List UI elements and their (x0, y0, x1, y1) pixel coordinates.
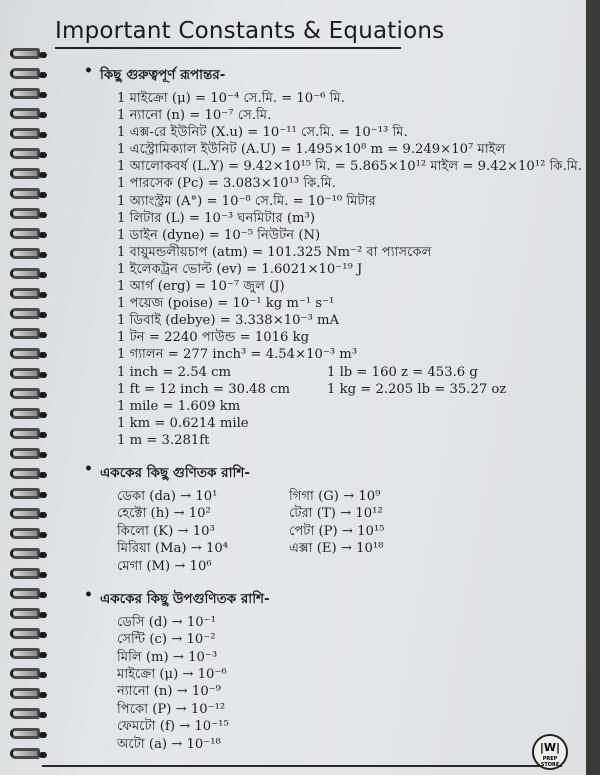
bullet-icon: • (84, 460, 93, 477)
conversion-line: 1 এক্স-রে ইউনিট (X.u) = 10⁻¹¹ সে.মি. = 10⁻¹³ মি. (117, 125, 408, 141)
multiples-heading-text: এককের কিছু গুণিতক রাশি- (100, 464, 250, 481)
footer-rule (42, 765, 562, 767)
spiral-ring (10, 588, 40, 599)
conversion-pair-left: 1 ft = 12 inch = 30.48 cm (117, 381, 291, 397)
multiple-left: ডেকা (da) → 10¹ (117, 488, 218, 504)
conversion-line: 1 ডাইন (dyne) = 10⁻⁵ নিউটন (N) (117, 227, 321, 243)
spiral-ring (10, 508, 40, 519)
spiral-ring (10, 148, 40, 159)
spiral-ring (10, 328, 40, 339)
conversion-line: 1 মাইক্রো (μ) = 10⁻⁴ সে.মি. = 10⁻⁶ মি. (117, 91, 345, 106)
submultiples-heading-text: এককের কিছু উপগুণিতক রাশি- (100, 590, 270, 607)
spiral-ring (10, 488, 40, 499)
multiples-section (84, 460, 560, 575)
conversion-line: 1 গ্যালন = 277 inch³ = 4.54×10⁻³ m³ (117, 347, 358, 363)
title-underline (55, 47, 401, 49)
multiple-left: কিলো (K) → 10³ (117, 523, 215, 539)
spiral-ring (10, 228, 40, 239)
spiral-ring (10, 648, 40, 659)
conversion-line: 1 ইলেকট্রন ভোল্ট (ev) = 1.6021×10⁻¹⁹ J (117, 261, 363, 277)
conversion-line: 1 m = 3.281ft (117, 432, 210, 448)
spiral-ring (10, 428, 40, 439)
conversions-heading-text: কিছু গুরুত্বপূর্ণ রূপান্তর- (100, 67, 226, 83)
conversion-pair-right: 1 lb = 160 z = 453.6 g (327, 364, 478, 380)
bullet-icon: • (84, 586, 93, 603)
submultiple-line: অটো (a) → 10⁻¹⁸ (117, 736, 221, 752)
submultiples-section (84, 586, 560, 753)
submultiple-line: সেন্টি (c) → 10⁻² (117, 632, 216, 648)
conversion-line: 1 অ্যাংস্ট্রম (A°) = 10⁻⁸ সে.মি. = 10⁻¹⁰ মিটার (117, 193, 376, 209)
conversions-heading (84, 63, 560, 87)
bullet-icon: • (84, 63, 93, 79)
spiral-ring (10, 728, 40, 739)
spiral-ring (10, 528, 40, 539)
conversion-line: 1 এস্ট্রোমিক্যাল ইউনিট (A.U) = 1.495×10⁸ m = 9.249×10⁷ মাইল (117, 142, 506, 158)
conversion-line: 1 বায়ুমন্ডলীয়চাপ (atm) = 101.325 Nm⁻² বা প্যাসকেল (117, 244, 432, 260)
multiple-left: মিরিয়া (Ma) → 10⁴ (117, 541, 229, 557)
content (84, 63, 583, 766)
submultiple-line: মাইক্রো (μ) → 10⁻⁶ (117, 667, 227, 683)
multiple-right: এক্সা (E) → 10¹⁸ (289, 541, 384, 557)
spiral-binding (10, 48, 44, 775)
conversion-line: 1 পারসেক (Pc) = 3.083×10¹³ কি.মি. (117, 176, 336, 192)
spiral-ring (10, 608, 40, 619)
multiple-right: পেটা (P) → 10¹⁵ (289, 523, 385, 539)
page-edge-shadow (586, 0, 600, 775)
multiple-row (100, 505, 560, 522)
multiples-heading (84, 460, 560, 485)
spiral-ring (10, 628, 40, 639)
conversion-line: 1 টন = 2240 পাউন্ড = 1016 kg (117, 330, 310, 346)
spiral-ring (10, 708, 40, 719)
spiral-ring (10, 368, 40, 379)
spiral-ring (10, 568, 40, 579)
spiral-ring (10, 288, 40, 299)
spiral-ring (10, 208, 40, 219)
spiral-ring (10, 108, 40, 119)
conversions-section (84, 63, 583, 449)
conversion-line: 1 আর্গ (erg) = 10⁻⁷ জুল (J) (117, 279, 285, 295)
page-title: Important Constants & Equations (55, 18, 445, 44)
submultiple-line: মিলি (m) → 10⁻³ (117, 649, 218, 665)
multiple-row (100, 523, 560, 540)
conversion-line: 1 km = 0.6214 mile (117, 415, 249, 431)
spiral-ring (10, 688, 40, 699)
multiple-left: মেগা (M) → 10⁶ (117, 558, 212, 574)
spiral-ring (10, 548, 40, 559)
conversion-line: 1 আলোকবর্ষ (L.Y) = 9.42×10¹⁵ মি. = 5.865×10¹² মাইল = 9.42×10¹² কি.মি. (117, 159, 583, 175)
conversion-pair-left: 1 inch = 2.54 cm (117, 364, 232, 380)
conversion-pair-row (100, 364, 560, 381)
spiral-ring (10, 188, 40, 199)
spiral-ring (10, 88, 40, 99)
multiple-row (100, 540, 560, 557)
spiral-ring (10, 388, 40, 399)
conversion-pair-row (100, 381, 560, 398)
multiple-right: গিগা (G) → 10⁹ (289, 488, 381, 504)
logo-mark-icon: |W| (539, 741, 561, 754)
logo-text: PREP STORE (540, 756, 560, 768)
multiple-row (100, 558, 560, 575)
spiral-ring (10, 348, 40, 359)
publisher-logo (532, 734, 568, 770)
conversion-line: 1 ন্যানো (n) = 10⁻⁷ সে.মি. (117, 108, 272, 124)
spiral-ring (10, 408, 40, 419)
spiral-ring (10, 308, 40, 319)
conversion-line: 1 পয়েজ (poise) = 10⁻¹ kg m⁻¹ s⁻¹ (117, 296, 335, 312)
submultiple-line: ডেসি (d) → 10⁻¹ (117, 614, 216, 630)
spiral-ring (10, 48, 40, 59)
multiple-right: টেরা (T) → 10¹² (289, 506, 383, 522)
submultiple-line: ন্যানো (n) → 10⁻⁹ (117, 684, 221, 700)
multiple-row (100, 488, 560, 505)
spiral-ring (10, 68, 40, 79)
spiral-ring (10, 128, 40, 139)
submultiple-line: ফেমটো (f) → 10⁻¹⁵ (117, 719, 229, 735)
spiral-ring (10, 468, 40, 479)
spiral-ring (10, 748, 40, 759)
spiral-ring (10, 448, 40, 459)
spiral-ring (10, 268, 40, 279)
multiple-left: হেক্টো (h) → 10² (117, 506, 211, 522)
conversion-pair-right: 1 kg = 2.205 lb = 35.27 oz (327, 381, 507, 397)
conversion-line: 1 ডিবাই (debye) = 3.338×10⁻³ mA (117, 313, 339, 329)
submultiples-heading (84, 586, 560, 611)
spiral-ring (10, 248, 40, 259)
conversion-line: 1 mile = 1.609 km (117, 398, 241, 414)
conversion-line: 1 লিটার (L) = 10⁻³ ঘনমিটার (m³) (117, 210, 315, 226)
spiral-ring (10, 668, 40, 679)
submultiple-line: পিকো (P) → 10⁻¹² (117, 701, 226, 717)
spiral-ring (10, 168, 40, 179)
